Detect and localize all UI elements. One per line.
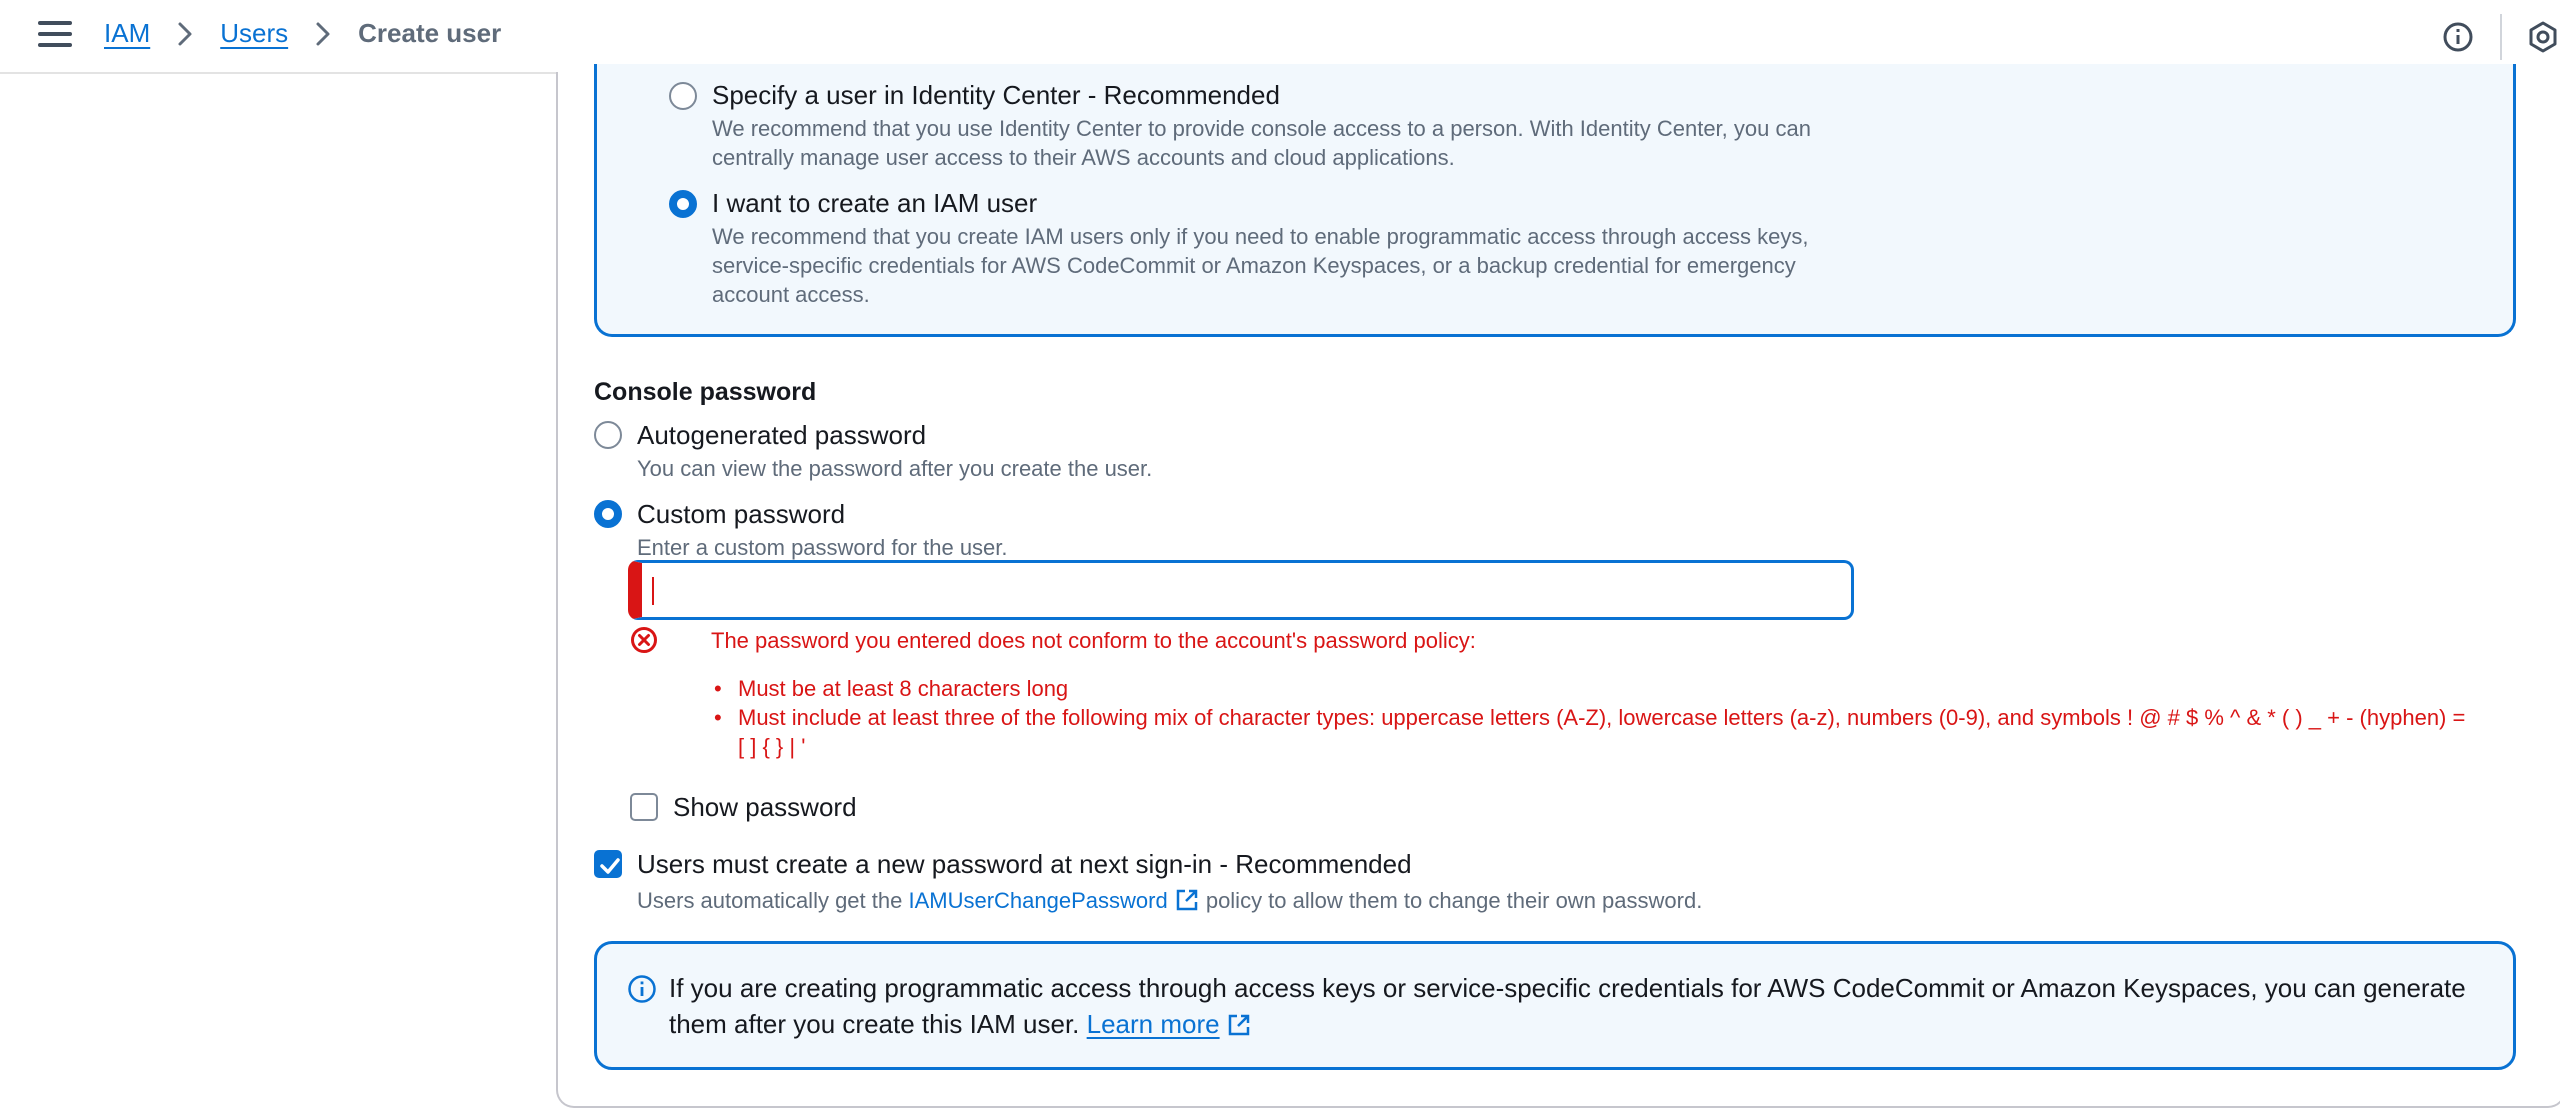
external-link-icon [1174,887,1200,913]
settings-icon[interactable] [2526,20,2560,54]
error-icon [630,626,658,654]
chevron-right-icon [308,19,338,49]
password-rule: • Must include at least three of the following mix of character types: uppercase letters (A-Z), lowercase letters (a-z), numbers (0-9), and symbols ! @ # $ % ^ & * ( ) _ + - (hyphen) = [ ] { } | ' [712,703,2472,761]
iam-user-change-password-link[interactable] [908,888,1199,913]
custom-password-input[interactable] [628,560,1854,620]
custom-password-radio[interactable] [594,500,622,528]
top-bar-divider [2500,14,2502,60]
password-policy-rules [712,674,2472,761]
iam-user-radio[interactable] [669,190,697,218]
iam-user-label[interactable]: I want to create an IAM user [712,188,1038,218]
checkmark-icon [598,854,622,878]
programmatic-access-info-alert [594,941,2516,1070]
info-icon [627,974,657,1004]
identity-center-radio[interactable] [669,82,697,110]
show-password-label[interactable]: Show password [673,792,857,822]
menu-icon[interactable] [38,21,72,51]
require-password-reset-label[interactable]: Users must create a new password at next sign-in - Recommended [637,849,1412,879]
show-password-checkbox[interactable] [630,793,658,821]
password-error-message: The password you entered does not conform to the account's password policy: [711,628,1476,653]
learn-more-link[interactable]: Learn more [1086,1009,1220,1039]
policy-text-after: policy to allow them to change their own password. [1205,888,1703,913]
breadcrumb-current: Create user [358,18,502,48]
identity-center-label[interactable]: Specify a user in Identity Center - Recommended [712,80,1280,110]
info-alert-message: If you are creating programmatic access through access keys or service-specific credentials for AWS CodeCommit or Amazon Keyspaces, you can generate them after you create this IAM user. [669,973,2466,1039]
breadcrumb-iam[interactable]: IAM [104,18,151,48]
identity-center-description: We recommend that you use Identity Center to provide console access to a person. With Identity Center, you can centrally manage user access to their AWS accounts and cloud applications. [712,116,1811,170]
external-link-icon[interactable] [1226,1012,1252,1038]
breadcrumb-users[interactable]: Users [220,18,289,48]
iam-user-description: We recommend that you create IAM users only if you need to enable programmatic access through access keys, service-specific credentials for AWS CodeCommit or Amazon Keyspaces, or a backup credential for emergency account access. [712,224,1809,307]
autogenerated-password-label[interactable]: Autogenerated password [637,420,927,450]
chevron-right-icon [170,19,200,49]
autogenerated-password-radio[interactable] [594,421,622,449]
text-caret [652,577,654,605]
custom-password-description: Enter a custom password for the user. [637,535,1008,560]
autogenerated-password-description: You can view the password after you create the user. [637,456,1153,481]
policy-link-label: IAMUserChangePassword [908,888,1168,913]
info-icon[interactable] [2442,21,2474,53]
require-password-reset-description [637,886,1702,915]
require-password-reset-checkbox[interactable] [594,850,622,878]
info-alert-text [669,970,2499,1042]
breadcrumb [104,18,501,49]
console-password-title: Console password [594,378,817,406]
custom-password-label[interactable]: Custom password [637,499,846,529]
password-rule: • Must be at least 8 characters long [712,674,2472,703]
top-navigation-bar [0,0,2560,74]
policy-text-before: Users automatically get the [637,888,903,913]
